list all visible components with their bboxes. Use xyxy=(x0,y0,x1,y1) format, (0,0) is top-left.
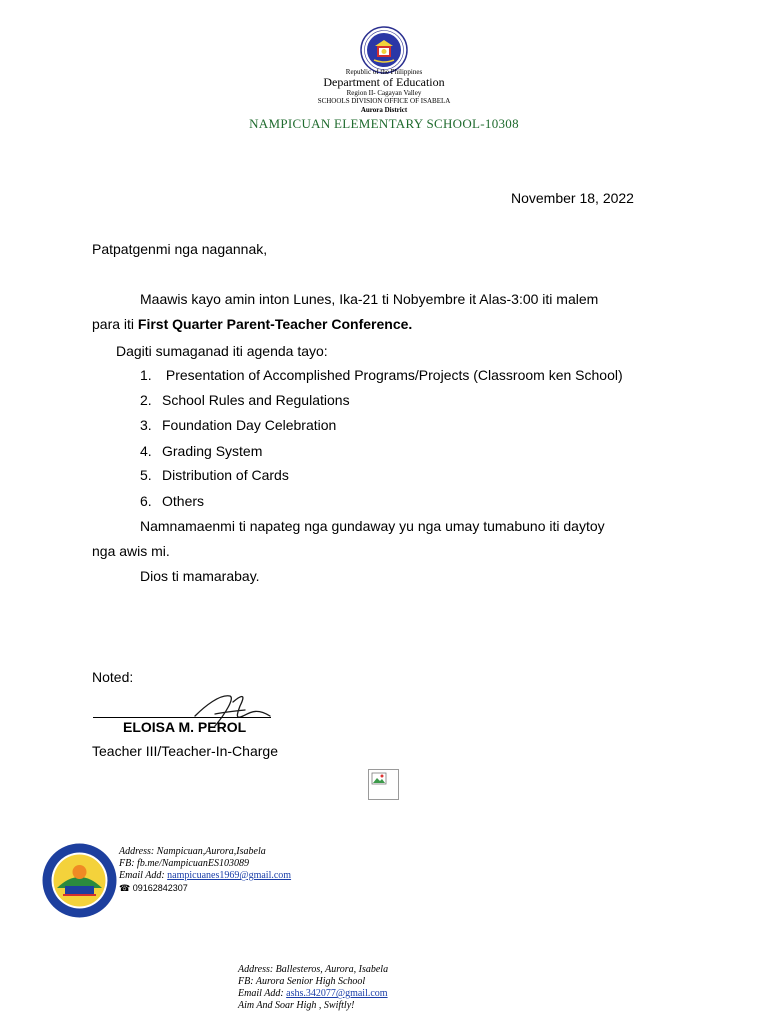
agenda-item xyxy=(140,443,262,459)
greeting: Patpatgenmi nga nagannak, xyxy=(92,241,268,257)
shs-email-label: Email Add: xyxy=(238,988,287,999)
agenda-item xyxy=(140,493,204,509)
letter-date: November 18, 2022 xyxy=(511,190,634,206)
school-phone: 09162842307 xyxy=(132,883,188,893)
invitation-line-2 xyxy=(92,316,412,332)
deped-seal-icon xyxy=(360,26,408,74)
agenda-number: 2. xyxy=(140,392,152,408)
invitation-prefix: para iti xyxy=(92,316,138,332)
agenda-number: 1. xyxy=(140,367,152,383)
agenda-item xyxy=(140,467,289,483)
agenda-text: Distribution of Cards xyxy=(162,467,289,483)
agenda-number: 6. xyxy=(140,493,152,509)
agenda-lead: Dagiti sumaganad iti agenda tayo: xyxy=(116,343,328,359)
shs-facebook: FB: Aurora Senior High School xyxy=(238,976,366,987)
school-seal-icon xyxy=(41,842,118,919)
school-name: NAMPICUAN ELEMENTARY SCHOOL-10308 xyxy=(249,116,519,131)
shs-address: Address: Ballesteros, Aurora, Isabela xyxy=(238,964,389,975)
school-contact-block xyxy=(119,846,291,894)
header-region: Region II- Cagayan Valley xyxy=(346,89,422,97)
phone-icon: ☎ xyxy=(119,883,131,893)
header-department: Department of Education xyxy=(323,75,445,89)
school-email-link[interactable]: nampicuanes1969@gmail.com xyxy=(167,870,292,881)
image-placeholder-icon xyxy=(369,770,398,799)
school-email-label: Email Add: xyxy=(119,870,168,881)
agenda-item xyxy=(140,392,350,408)
school-address: Address: Nampicuan,Aurora,Isabela xyxy=(119,846,266,857)
blessing: Dios ti mamarabay. xyxy=(140,568,260,584)
broken-image-icon xyxy=(368,769,399,800)
shs-email-row xyxy=(238,988,388,1000)
agenda-text: Grading System xyxy=(162,443,263,459)
school-email-row xyxy=(119,870,291,882)
header-republic: Republic of the Philippines xyxy=(345,68,423,76)
agenda-text: Foundation Day Celebration xyxy=(162,417,337,433)
noted-label: Noted: xyxy=(92,669,134,685)
header-division: SCHOOLS DIVISION OFFICE OF ISABELA xyxy=(317,97,451,105)
signatory-title: Teacher III/Teacher-In-Charge xyxy=(92,743,278,759)
shs-contact-block xyxy=(238,964,388,1012)
agenda-number: 4. xyxy=(140,443,152,459)
invitation-line-1: Maawis kayo amin inton Lunes, Ika-21 ti Nobyembre it Alas-3:00 iti malem xyxy=(140,291,599,307)
agenda-item xyxy=(140,417,336,433)
closing-line-1: Namnamaenmi ti napateg nga gundaway yu nga umay tumabuno iti daytoy xyxy=(140,518,605,534)
closing-line-2: nga awis mi. xyxy=(92,543,170,559)
header-district: Aurora District xyxy=(360,106,408,114)
agenda-text: Presentation of Accomplished Programs/Projects (Classroom ken School) xyxy=(162,367,623,383)
agenda-number: 5. xyxy=(140,467,152,483)
shs-motto: Aim And Soar High , Swiftly! xyxy=(238,1000,355,1011)
agenda-number: 3. xyxy=(140,417,152,433)
signatory-name: ELOISA M. PEROL xyxy=(123,719,247,735)
agenda-item xyxy=(140,367,623,383)
shs-email-link[interactable]: ashs.342077@gmail.com xyxy=(286,988,388,999)
school-phone-row xyxy=(119,882,291,894)
conference-title: First Quarter Parent-Teacher Conference. xyxy=(137,316,413,332)
school-facebook: FB: fb.me/NampicuanES103089 xyxy=(119,858,249,869)
agenda-text: Others xyxy=(162,493,205,509)
signature-line xyxy=(93,717,271,718)
agenda-text: School Rules and Regulations xyxy=(162,392,350,408)
